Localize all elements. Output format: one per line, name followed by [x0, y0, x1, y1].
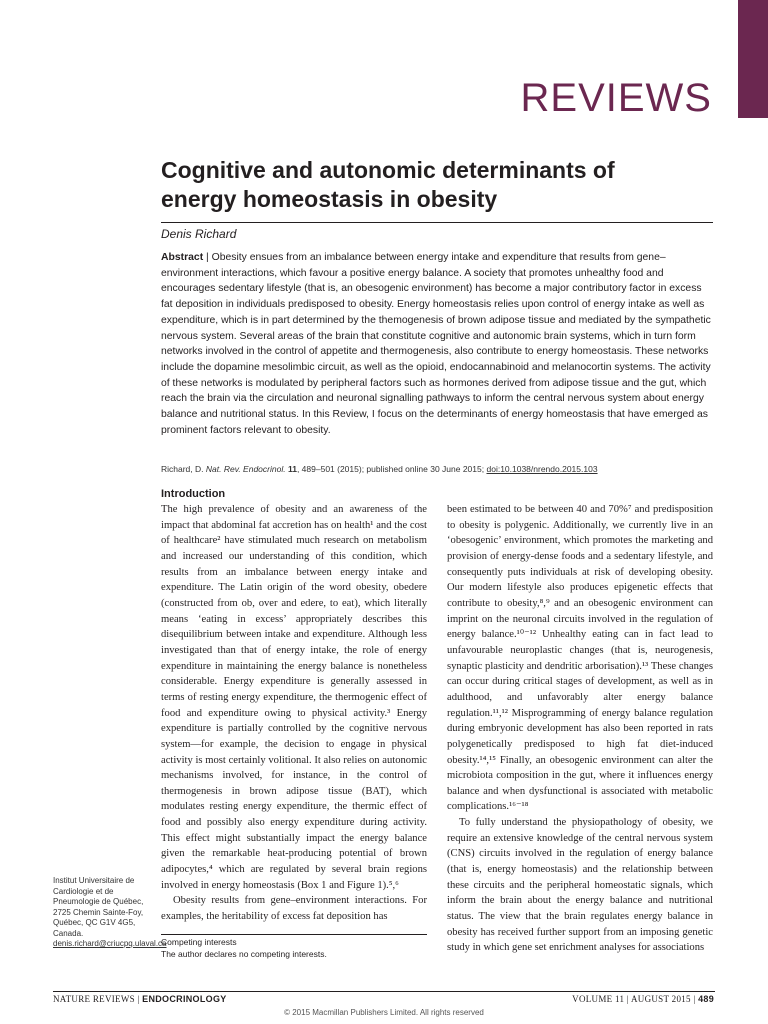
competing-interests-heading: Competing interests [161, 937, 237, 947]
body-paragraph: been estimated to be between 40 and 70%⁷ and predisposition to obesity is polygenic. Additionally, we currently live in an ‘obesogenic’ environment, which promotes the marketing and provision of energy-dense foods and a sedentary lifestyle, and consequently puts individuals at risk of developing obesity. Our modern lifestyle also produces epigenetic effects that contribute to obesity,⁸,⁹ and an obesogenic environment can imprint on the neuronal circuits involved in the regulation of energy balance.¹⁰⁻¹² Unhealthy eating can in fact lead to unfavourable neuroplastic changes (that is, neurogenesis, synaptic plasticity and dendritic arborisation).¹³ These changes can occur during critical stages of development, as well as in adulthood, and unfavorably alter energy balance regulation.¹¹,¹² Misprogramming of energy balance regulation during embryonic development has also been reported in rats polygenetically predisposed to high fat diet-induced obesity.¹⁴,¹⁵ Finally, an obesogenic environment can alter the microbiota composition in the gut, where it influences energy balance and when dysfunctional is associated with metabolic complications.¹⁶⁻¹⁸ [447, 504, 713, 813]
body-column-right [447, 502, 713, 956]
section-label: REVIEWS [520, 76, 712, 120]
footer-journal-section: ENDOCRINOLOGY [142, 994, 227, 1004]
abstract: Abstract | Obesity ensues from an imbalance between energy intake and expenditure that results from gene–environment interactions, which favour a positive energy balance. A society that promotes unhealthy food and encourages sedentary lifestyle (that is, an obesogenic environment) has become a major contributory factor in excess fat deposition in individuals predisposed to obesity. Energy homeostasis relies upon control of energy intake as well as expenditure, which is in part determined by the themogenesis of brown adipose tissue and mediated by the sympathetic nervous system. Several areas of the brain that constitute cognitive and autonomic brain systems, which in turn form networks involved in the control of appetite and thermogenesis, also contribute to energy homeostasis. These networks include the dopamine mesolimbic circuit, as well as the opioid, endocannabinoid and melanocortin systems. The activity of these networks is modulated by peripheral factors such as hormones derived from adipose tissue and the gut, which reach the brain via the circulation and neuronal signalling pathways to inform the central nervous system about energy balance and nutritional status. In this Review, I focus on the determinants of energy homeostasis that have emerged as prominent factors relevant to obesity. [161, 252, 711, 436]
abstract-label: Abstract [161, 252, 204, 263]
affiliation-address: Institut Universitaire de Cardiologie et de Pneumologie de Québec, 2725 Chemin Sainte-Foy, Québec, QC G1V 4G5, Canada. [53, 876, 144, 938]
footer-volume-date: VOLUME 11 | AUGUST 2015 | [572, 994, 696, 1004]
article-title: Cognitive and autonomic determinants of energy homeostasis in obesity [161, 157, 615, 212]
body-paragraph: The high prevalence of obesity and an awareness of the impact that abdominal fat accretion has on health¹ and the cost of healthcare² have stimulated much research on metabolism and increased our understanding of this condition, which results from an imbalance between energy intake and expenditure. The Latin origin of the word obesity, obedere (constructed from ob, over and edere, to eat), which literally means ‘eating in excess’ appropriately describes this disequilibrium between intake and expenditure. Although less investigated than that of energy intake, the role of energy expenditure in maintaining the energy balance is nonetheless considerable. Energy expenditure is generally assessed in terms of resting energy expenditure, the thermogenic effect of food and expenditure owing to physical activity.³ Energy expenditure is partially controlled by the cognitive nervous system—for example, the decision to engage in physical activity is most certainly volitional. It also relies on autonomic mechanisms involved, for instance, in the control of thermogenesis in brown adipose tissue (BAT), which modulates resting energy expenditure, the thermic effect of food and possibly also energy expenditure during activity. This effect might substantially impact the energy balance given the remarkable heat-producing potential of brown adipocytes,⁴ which are regulated by several brain regions involved in energy homeostasis (Box 1 and Figure 1).⁵,⁶ [161, 504, 427, 891]
abstract-text: Obesity ensues from an imbalance between energy intake and expenditure that results from gene–environment interactions, which favour a positive energy balance. A society that promotes unhealthy food and encourages sedentary lifestyle (that is, an obesogenic environment) has become a major contributory factor in excess fat deposition in individuals predisposed to obesity. Energy homeostasis relies upon control of energy intake as well as expenditure, which is in part determined by the themogenesis of brown adipose tissue and mediated by the sympathetic nervous system. Several areas of the brain that constitute cognitive and autonomic brain systems, which in turn form networks involved in the control of appetite and thermogenesis, also contribute to energy homeostasis. These networks include the dopamine mesolimbic circuit, as well as the opioid, endocannabinoid and melanocortin systems. The activity of these networks is modulated by peripheral factors such as hormones derived from adipose tissue and the gut, which reach the brain via the circulation and neuronal signalling pathways to inform the central nervous system about energy balance and nutritional status. In this Review, I focus on the determinants of energy homeostasis that have emerged as prominent factors relevant to obesity. [161, 252, 711, 436]
footer-issue-info [572, 994, 714, 1004]
title-divider [161, 222, 713, 223]
page-number: 489 [698, 994, 714, 1004]
author-affiliation [53, 876, 167, 950]
section-heading-introduction: Introduction [161, 488, 226, 500]
citation-line [161, 464, 721, 474]
doi-link[interactable]: doi:10.1038/nrendo.2015.103 [486, 464, 598, 474]
body-paragraph: To fully understand the physiopathology of obesity, we require an extensive knowledge of the central nervous system (CNS) circuits involved in the regulation of energy balance (that is, energy homeostasis) and the relationship between these circuits and the peripheral homeostatic signals, which inform the brain about the energy balance and nutritional status. The view that the brain regulates energy balance in obesity has received further support from an imposing genetic study in which gene set enrichment analyses for associations [447, 817, 713, 954]
competing-interests-text: The author declares no competing interests. [161, 949, 327, 959]
body-paragraph: Obesity results from gene–environment interactions. For examples, the heritability of excess fat deposition has [161, 895, 427, 923]
body-column-left [161, 502, 427, 925]
citation-author: Richard, D. [161, 464, 204, 474]
footer-divider [53, 991, 715, 992]
citation-journal: Nat. Rev. Endocrinol. [205, 464, 286, 474]
competing-interests-divider [161, 934, 427, 935]
citation-volume: 11 [287, 464, 297, 474]
section-accent-bar [738, 0, 768, 118]
footer-journal-name: NATURE REVIEWS | ENDOCRINOLOGY [53, 994, 227, 1004]
copyright-notice: © 2015 Macmillan Publishers Limited. All rights reserved [284, 1008, 484, 1017]
footer-journal-prefix: NATURE REVIEWS [53, 994, 135, 1004]
author-name: Denis Richard [161, 227, 237, 241]
author-email-link[interactable]: denis.richard@criucpq.ulaval.ca [53, 939, 167, 948]
citation-details: , 489–501 (2015); published online 30 June 2015; [296, 464, 485, 474]
